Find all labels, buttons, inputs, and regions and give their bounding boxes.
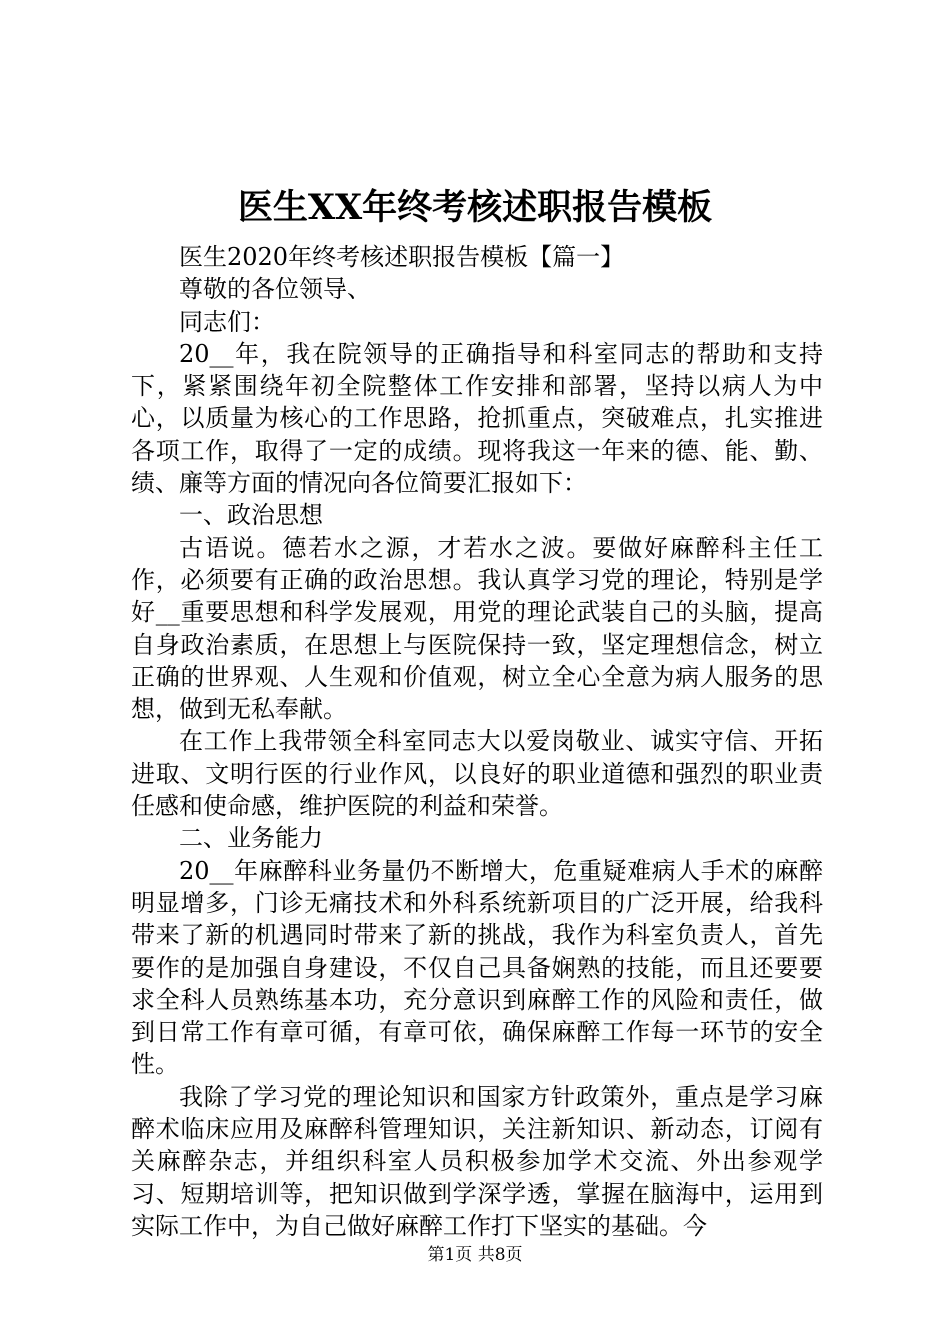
work-style-paragraph: 在工作上我带领全科室同志大以爱岗敬业、诚实守信、开拓进取、文明行医的行业作风，以良好的职业道德和强烈的职业责任感和使命感，维护医院的利益和荣誉。: [131, 727, 823, 821]
heading-political-thought: 一、政治思想: [179, 501, 323, 530]
salutation-line-1: 尊敬的各位领导、: [179, 275, 371, 304]
section-heading-part-one: 医生2020年终考核述职报告模板【篇一】: [179, 243, 625, 271]
professional-ability-paragraph: 20__年麻醉科业务量仍不断增大，危重疑难病人手术的麻醉明显增多，门诊无痛技术和外科系统新项目的广泛开展，给我科带来了新的机遇同时带来了新的挑战，我作为科室负责人，首先要作的是加强自身建设，不仅自己具备娴熟的技能，而且还要要求全科人员熟练基本功，充分意识到麻醉工作的风险和责任，做到日常工作有章可循，有章可依，确保麻醉工作每一环节的安全性。: [131, 856, 823, 1079]
study-paragraph: 我除了学习党的理论知识和国家方针政策外，重点是学习麻醉术临床应用及麻醉科管理知识，关注新知识、新动态，订阅有关麻醉杂志，并组织科室人员积极参加学术交流、外出参观学习、短期培训等，把知识做到学深学透，掌握在脑海中，运用到实际工作中，为自己做好麻醉工作打下坚实的基础。今: [131, 1082, 823, 1240]
political-thought-paragraph: 古语说。德若水之源，才若水之波。要做好麻醉科主任工作，必须要有正确的政治思想。我认真学习党的理论，特别是学好__重要思想和科学发展观，用党的理论武装自己的头脑，提高自身政治素质，在思想上与医院保持一致，坚定理想信念，树立正确的世界观、人生观和价值观，树立全心全意为病人服务的思想，做到无私奉献。: [131, 533, 823, 724]
intro-paragraph: 20__年，我在院领导的正确指导和科室同志的帮助和支持下，紧紧围绕年初全院整体工作安排和部署，坚持以病人为中心，以质量为核心的工作思路，抢抓重点，突破难点，扎实推进各项工作，取得了一定的成绩。现将我这一年来的德、能、勤、绩、廉等方面的情况向各位简要汇报如下：: [131, 339, 823, 498]
document-title: 医生XX年终考核述职报告模板: [237, 187, 713, 228]
heading-professional-ability: 二、业务能力: [179, 824, 323, 853]
document-body: [131, 241, 823, 1242]
page-number-footer: 第1页 共8页: [427, 1245, 523, 1265]
salutation-line-2: 同志们：: [179, 307, 275, 336]
